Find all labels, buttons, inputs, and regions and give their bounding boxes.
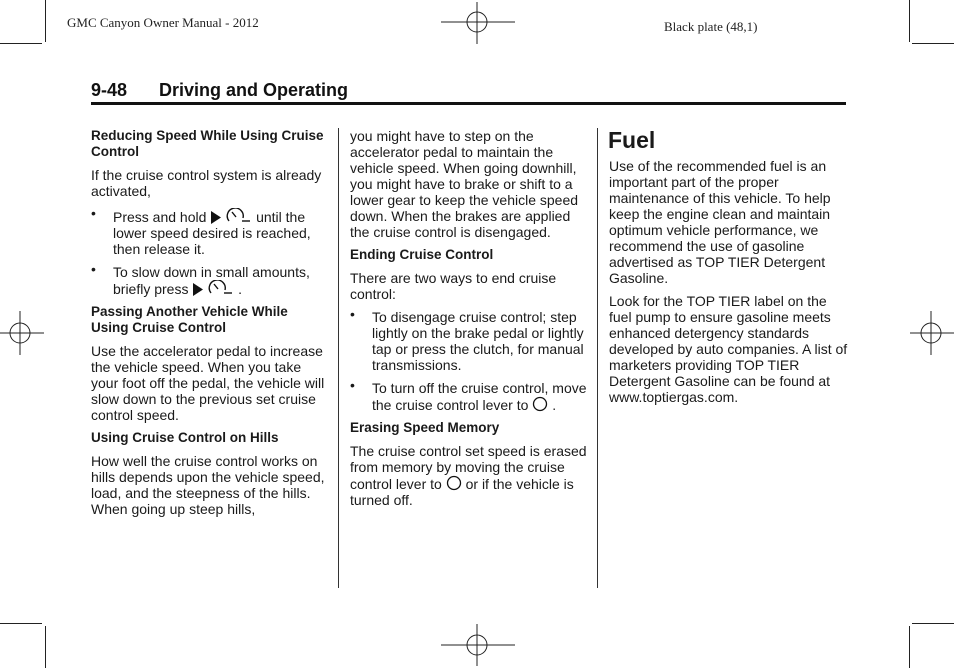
paragraph-text: The cruise control set speed is erased from memory by moving the cruise control lever to xyxy=(350,443,587,492)
paragraph: you might have to step on the accelerator pedal to maintain the vehicle speed. When going downhill, you might have to brake or shift to a lower gear to keep the vehicle speed down. When the brakes are applied the cruise control is disengaged. xyxy=(350,128,579,240)
subheading: Passing Another Vehicle While Using Cruise Control xyxy=(91,304,288,335)
bullet-text: until the lower speed desired is reached, then release it. xyxy=(113,209,311,257)
crop-mark xyxy=(909,626,910,668)
list-item xyxy=(350,306,588,373)
bullet-text: . xyxy=(552,397,557,413)
crop-mark xyxy=(909,0,910,42)
subheading: Reducing Speed While Using Cruise Control xyxy=(91,128,324,159)
section-title: Driving and Operating xyxy=(159,80,349,100)
cruise-control-icon xyxy=(226,208,252,224)
list-item xyxy=(91,205,327,257)
plate-label-right: Black plate (48,1) xyxy=(664,19,758,34)
crop-mark xyxy=(45,626,46,668)
paragraph: There are two ways to end cruise control: xyxy=(350,270,557,302)
crop-mark xyxy=(912,43,954,44)
bullet-text: To slow down in small amounts, briefly press xyxy=(113,264,310,297)
column-divider xyxy=(597,128,598,588)
subheading: Ending Cruise Control xyxy=(350,247,494,262)
arrow-right-icon xyxy=(192,283,204,296)
bullet-text: Press and hold xyxy=(113,209,207,225)
bullet-text: To disengage cruise control; step lightly on the brake pedal or lightly tap or press the clutch, for manual transmissions. xyxy=(372,309,584,373)
paragraph: Use of the recommended fuel is an important part of the proper maintenance of this vehicle. To help keep the engine clean and maintain optimum vehicle performance, we recommend the use of gasoline advertised as TOP TIER Detergent Gasoline. xyxy=(609,158,831,286)
paragraph: If the cruise control system is already activated, xyxy=(91,167,322,199)
list-item xyxy=(350,377,588,413)
column-2 xyxy=(350,128,588,515)
cruise-control-icon xyxy=(208,280,234,296)
column-3 xyxy=(609,128,849,412)
section-header xyxy=(91,80,846,102)
paragraph: Look for the TOP TIER label on the fuel pump to ensure gasoline meets enhanced detergency standards developed by auto companies. A list of marketers providing TOP TIER Detergent Gasoline can be found at www.toptiergas.com. xyxy=(609,293,848,405)
paragraph: How well the cruise control works on hills depends upon the vehicle speed, load, and the steepness of the hills. When going up steep hills, xyxy=(91,453,325,517)
paragraph xyxy=(350,443,588,508)
off-circle-icon xyxy=(532,396,548,412)
crop-mark xyxy=(912,623,954,624)
bullet-marker: • xyxy=(350,377,355,393)
crop-mark xyxy=(0,623,42,624)
bullet-marker: • xyxy=(350,306,355,322)
bullet-text: . xyxy=(238,281,243,297)
crop-mark xyxy=(0,43,42,44)
registration-mark-icon xyxy=(441,622,515,668)
off-circle-icon xyxy=(446,475,462,491)
subheading: Erasing Speed Memory xyxy=(350,420,500,435)
plate-label-left: GMC Canyon Owner Manual - 2012 xyxy=(67,15,259,30)
registration-mark-icon xyxy=(441,0,515,46)
registration-mark-icon xyxy=(0,311,44,355)
paragraph: Use the accelerator pedal to increase the vehicle speed. When you take your foot off the pedal, the vehicle will slow down to the previous set cruise control speed. xyxy=(91,343,325,423)
arrow-right-icon xyxy=(210,211,222,224)
bullet-marker: • xyxy=(91,205,96,221)
column-1 xyxy=(91,128,327,524)
header-rule xyxy=(91,102,846,105)
crop-mark xyxy=(45,0,46,42)
column-divider xyxy=(338,128,339,588)
bullet-marker: • xyxy=(91,261,96,277)
paragraph-text: or if the vehicle is turned off. xyxy=(350,476,574,508)
subheading: Using Cruise Control on Hills xyxy=(91,430,279,445)
registration-mark-icon xyxy=(910,311,954,355)
page-title: Fuel xyxy=(608,127,656,153)
bullet-text: To turn off the cruise control, move the cruise control lever to xyxy=(372,380,587,413)
page-number: 9-48 xyxy=(91,80,128,100)
list-item xyxy=(91,261,327,297)
